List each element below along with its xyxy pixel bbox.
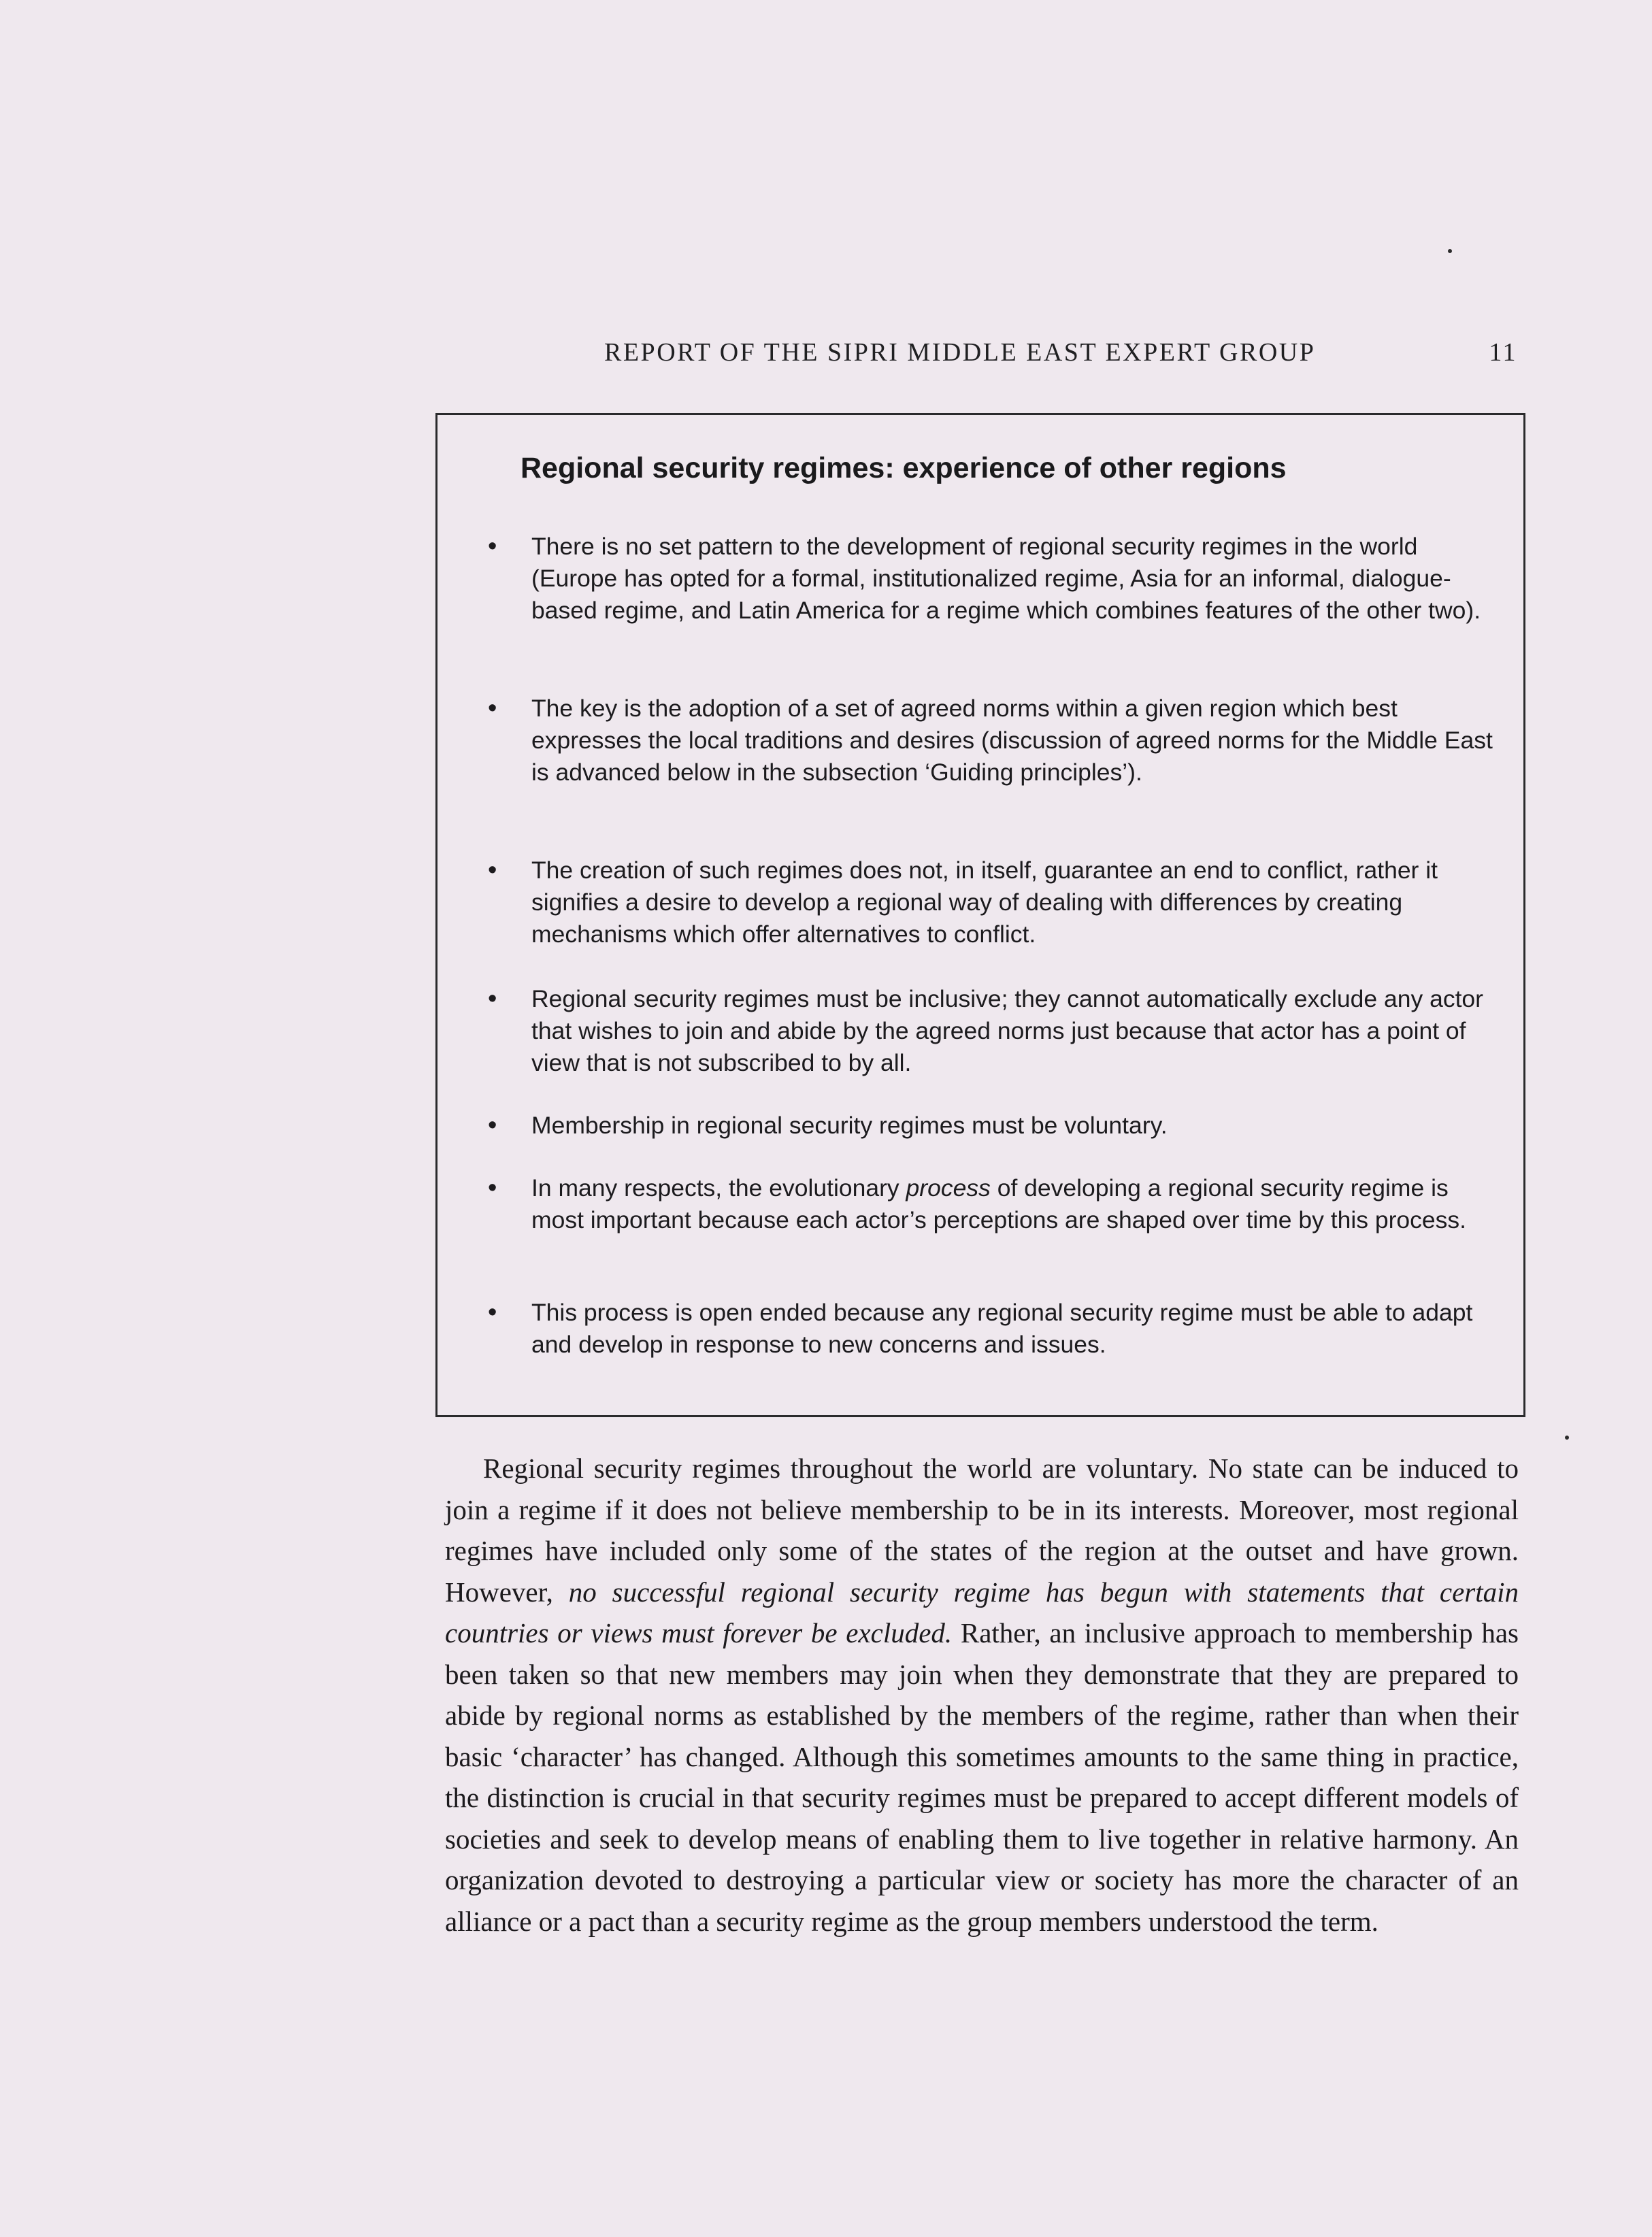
bullet-dot: • — [488, 1298, 497, 1327]
bullet-text: The creation of such regimes does not, in itself, guarantee an end to conflict, rather it signifies a desire to develop a regional way of dealing with differences by creating mechanisms which offer alternatives to conflict. — [531, 857, 1438, 948]
dust-speck — [1448, 249, 1452, 253]
bullet-dot: • — [488, 532, 497, 561]
bullet-dot: • — [488, 984, 497, 1013]
running-head-title: REPORT OF THE SIPRI MIDDLE EAST EXPERT GROUP — [604, 338, 1316, 367]
bullet-dot: • — [488, 694, 497, 723]
bullet-text: Membership in regional security regimes must be voluntary. — [531, 1112, 1168, 1139]
bullet-text: In many respects, the evolutionary process of developing a regional security regime is most important because each actor’s perceptions are shaped over time by this process. — [531, 1174, 1467, 1233]
bullet-text: There is no set pattern to the development of regional security regimes in the world (Europe has opted for a formal, institutionalized regime, Asia for an informal, dialogue-based regime, and Latin America for a regime which combines features of the other two). — [531, 533, 1481, 624]
bullet-text: The key is the adoption of a set of agreed norms within a given region which best expresses the local traditions and desires (discussion of agreed norms for the Middle East is advanced below in the subsection ‘Guiding principles’). — [531, 695, 1493, 786]
bullet-dot: • — [488, 1111, 497, 1140]
bullet-dot: • — [488, 856, 497, 884]
bullet-text: This process is open ended because any regional security regime must be able to adapt and develop in response to new concerns and issues. — [531, 1299, 1473, 1358]
sidebar-box — [435, 413, 1525, 1417]
running-head — [604, 337, 1517, 367]
bullet-text: Regional security regimes must be inclusive; they cannot automatically exclude any actor that wishes to join and abide by the agreed norms just because that actor has a point of view that is not subscribed to by all. — [531, 985, 1483, 1076]
page-number: 11 — [1489, 338, 1517, 367]
dust-speck — [1565, 1436, 1569, 1440]
bullet-dot: • — [488, 1174, 497, 1202]
emphasis-text: no successful regional security regime has begun with statements that certain countries or views must forever be excluded. — [445, 1576, 1519, 1648]
body-paragraph: Regional security regimes throughout the world are voluntary. No state can be induced to join a regime if it does not believe membership to be in its interests. Moreover, most regional regimes have included only some of the states of the region at the outset and have grown. However, no successful regional security regime has begun with statements that certain countries or views must forever be excluded. Rather, an inclusive approach to membership has been taken so that new members may join when they demonstrate that they are prepared to abide by regional norms as established by the members of the regime, rather than when their basic ‘character’ has changed. Although this sometimes amounts to the same thing in practice, the distinction is crucial in that security regimes must be prepared to accept different models of societies and seek to develop means of enabling them to live together in relative harmony. An organization devoted to destroying a particular view or society has more the character of an alliance or a pact than a security regime as the group members understood the term. — [445, 1453, 1519, 1937]
box-title: Regional security regimes: experience of other regions — [521, 452, 1287, 484]
